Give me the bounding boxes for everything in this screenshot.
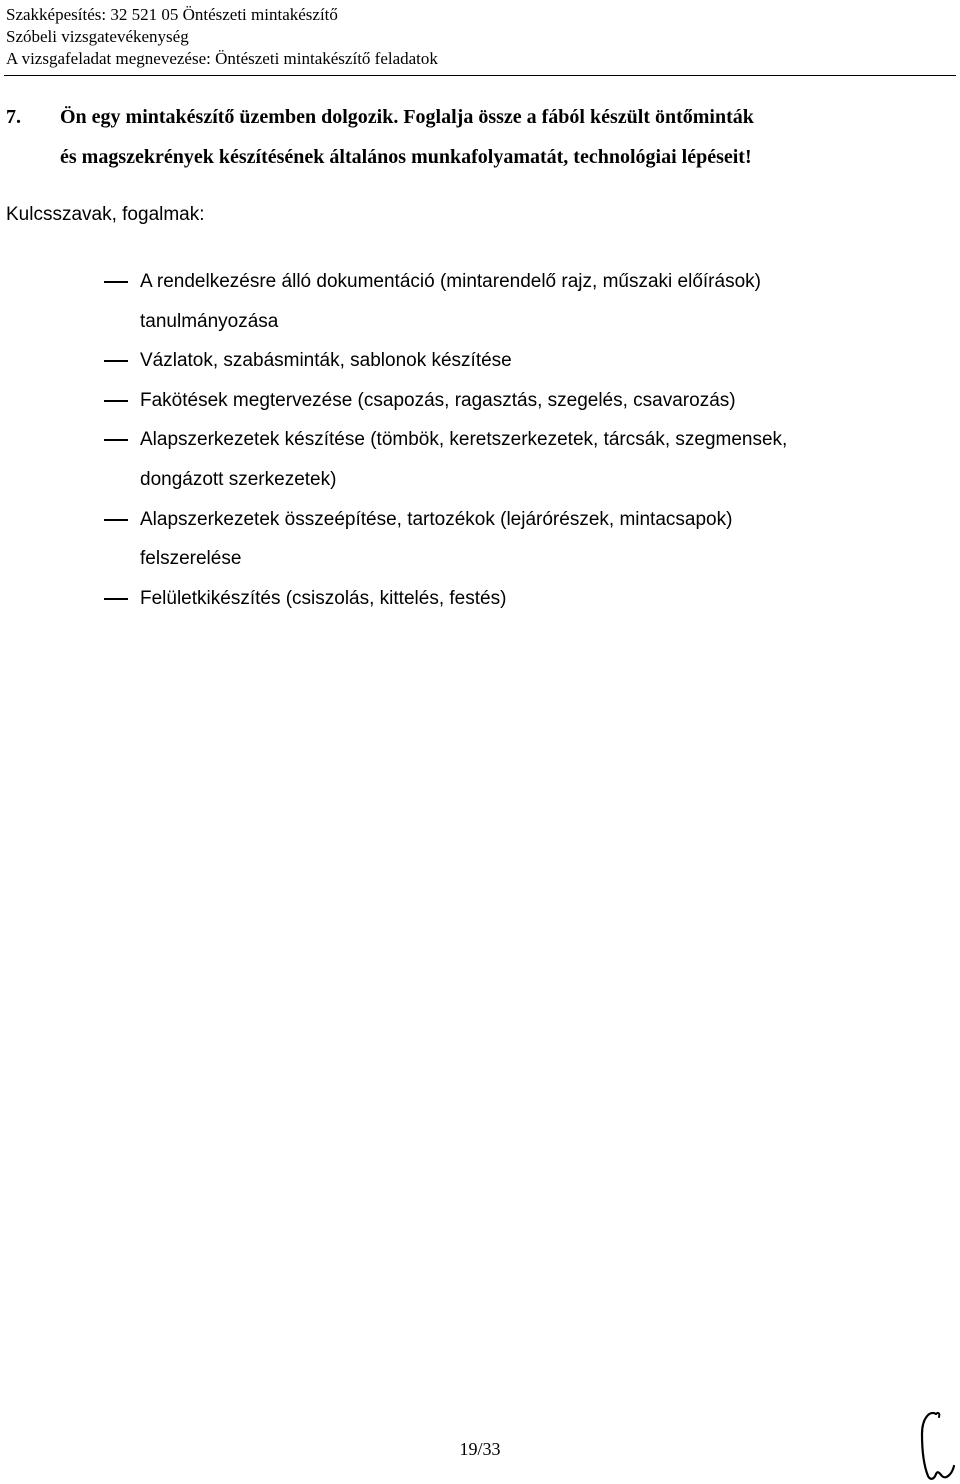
task-number: 7. bbox=[6, 106, 21, 128]
dash-bullet-icon bbox=[104, 360, 128, 362]
dash-bullet-icon bbox=[104, 598, 128, 600]
keywords-label: Kulcsszavak, fogalmak: bbox=[6, 204, 205, 225]
task-text-line-1: Ön egy mintakészítő üzemben dolgozik. Foglalja össze a fából készült öntőminták bbox=[60, 106, 754, 128]
keyword-text-line: Alapszerkezetek készítése (tömbök, keretszerkezetek, tárcsák, szegmensek, bbox=[140, 429, 788, 451]
header-qualification: Szakképesítés: 32 521 05 Öntészeti mintakészítő bbox=[6, 5, 338, 24]
keyword-text-line: Alapszerkezetek összeépítése, tartozékok (lejárórészek, mintacsapok) bbox=[140, 508, 733, 530]
keyword-text-line: A rendelkezésre álló dokumentáció (mintarendelő rajz, műszaki előírások) bbox=[140, 271, 761, 292]
keyword-item bbox=[0, 579, 900, 619]
header-task-name: A vizsgafeladat megnevezése: Öntészeti mintakészítő feladatok bbox=[6, 49, 438, 68]
task-statement bbox=[6, 97, 946, 177]
keyword-text-line: felszerelése bbox=[140, 548, 242, 570]
dash-bullet-icon bbox=[104, 439, 128, 441]
header-divider bbox=[4, 75, 956, 76]
keyword-text-line: Vázlatok, szabásminták, sablonok készítése bbox=[140, 350, 512, 372]
page-number: 19/33 bbox=[459, 1439, 501, 1459]
keyword-text-line: dongázott szerkezetek) bbox=[140, 468, 337, 490]
header-exam-activity: Szóbeli vizsgatevékenység bbox=[6, 27, 189, 46]
keyword-item bbox=[0, 262, 900, 341]
document-header bbox=[6, 4, 438, 70]
task-text-line-2: és magszekrények készítésének általános munkafolyamatát, technológiai lépéseit! bbox=[60, 146, 752, 168]
keyword-text-line: Fakötések megtervezése (csapozás, ragasztás, szegelés, csavarozás) bbox=[140, 389, 736, 411]
keyword-text-line: tanulmányozása bbox=[140, 310, 279, 332]
keyword-item bbox=[0, 381, 900, 421]
keyword-list bbox=[0, 262, 900, 618]
dash-bullet-icon bbox=[104, 400, 128, 402]
dash-bullet-icon bbox=[104, 281, 128, 283]
keyword-text-line: Felületkikészítés (csiszolás, kittelés, festés) bbox=[140, 587, 507, 609]
keyword-item bbox=[0, 420, 900, 499]
keyword-item bbox=[0, 500, 900, 579]
handwritten-initials bbox=[912, 1404, 960, 1484]
dash-bullet-icon bbox=[104, 519, 128, 521]
keyword-item bbox=[0, 341, 900, 381]
